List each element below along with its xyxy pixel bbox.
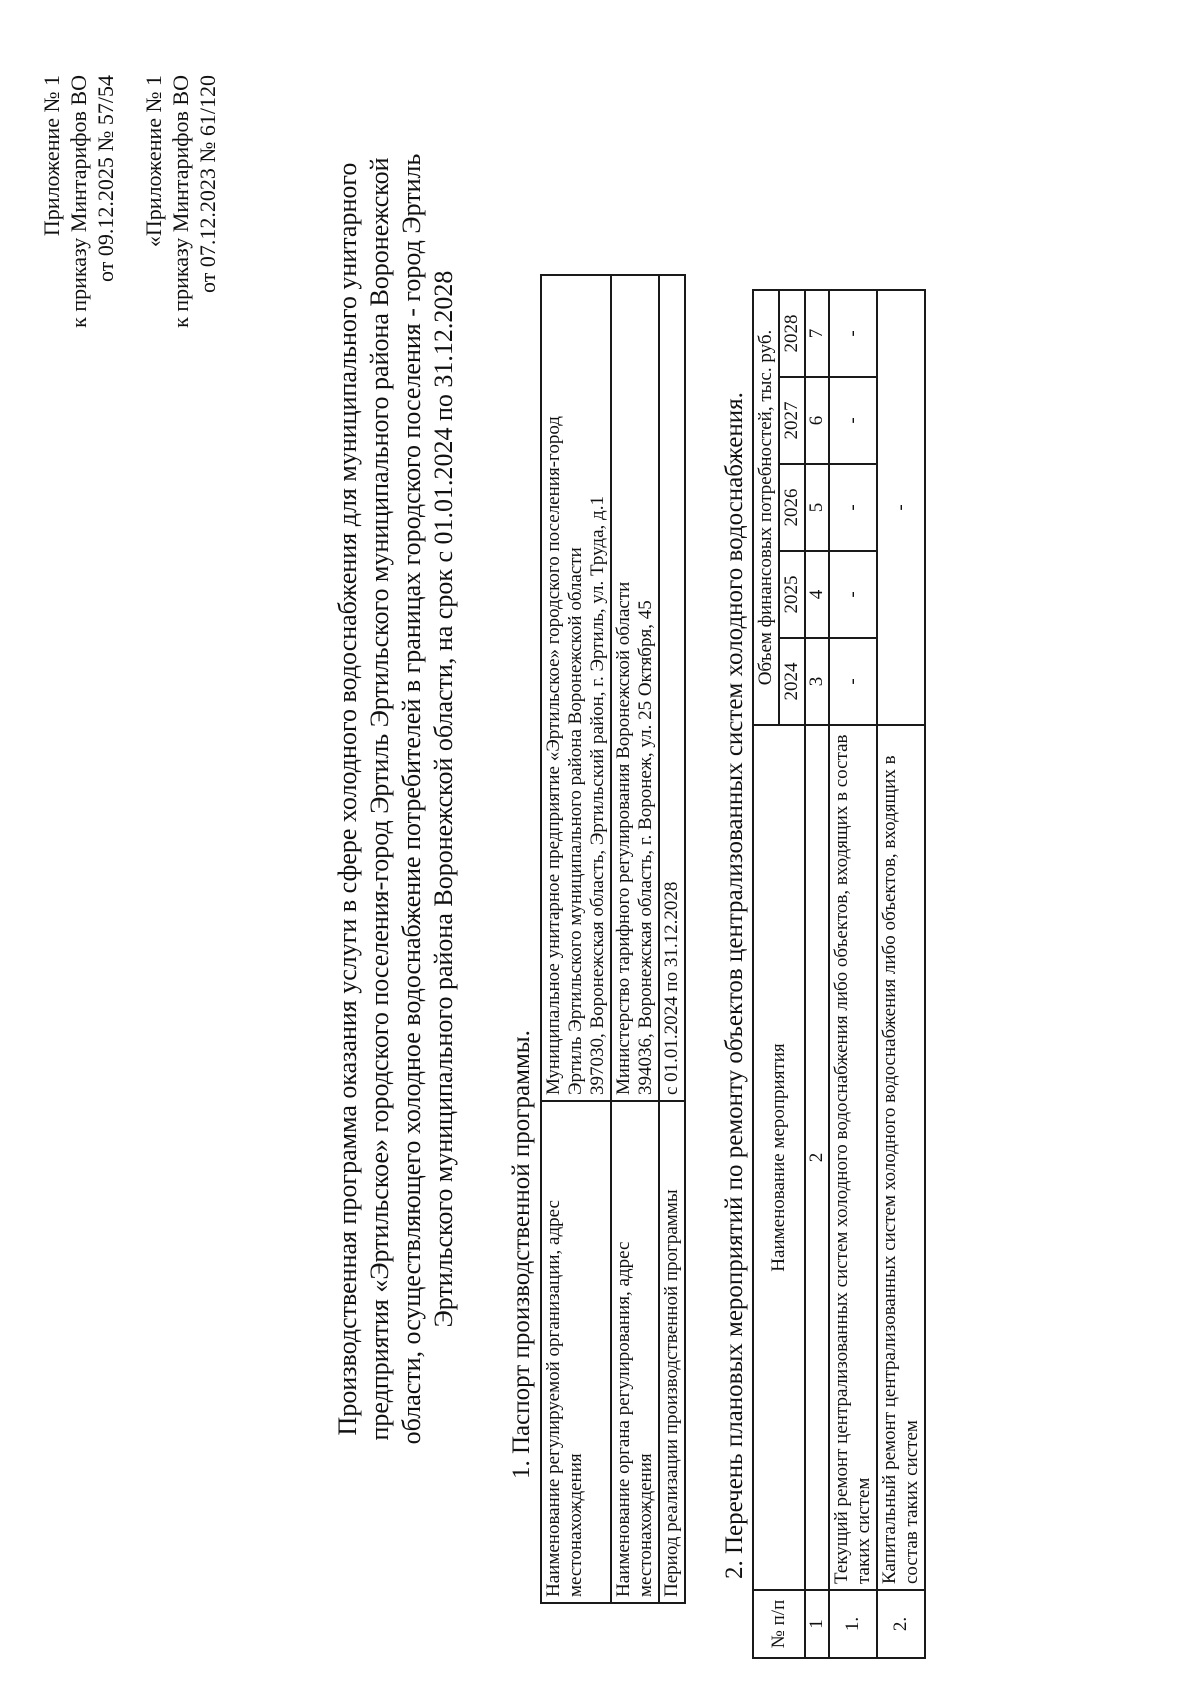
row-number: 2. bbox=[877, 1590, 925, 1658]
header-line: к приказу Минтарифов ВО bbox=[168, 75, 193, 328]
table-row bbox=[611, 275, 659, 1603]
column-index: 3 bbox=[805, 638, 829, 725]
column-index: 1 bbox=[805, 1590, 829, 1658]
row-value bbox=[611, 275, 659, 1101]
column-header-volume: Объем финансовых потребностей, тыс. руб. bbox=[753, 290, 779, 725]
row-label: Наименование органа регулирования, адрес местонахождения bbox=[611, 1101, 659, 1603]
column-header-year: 2026 bbox=[779, 464, 805, 551]
title-line: Производственная программа оказания услуги в сфере холодного водоснабжения для муниципального унитарного bbox=[333, 162, 362, 1436]
column-header-year: 2024 bbox=[779, 638, 805, 725]
value-line: Муниципальное унитарное предприятие «Эртильское» городского поселения-город bbox=[543, 416, 564, 1095]
row-value bbox=[541, 275, 611, 1101]
table-row bbox=[659, 275, 685, 1603]
column-index: 5 bbox=[805, 464, 829, 551]
row-number: 1. bbox=[829, 1590, 877, 1658]
title-line: области, осуществляющего холодное водоснабжение потребителей в границах городского поселения - город Эртиль bbox=[397, 153, 426, 1445]
column-index: 4 bbox=[805, 551, 829, 638]
order-header-previous bbox=[140, 75, 221, 328]
header-line: от 09.12.2025 № 57/54 bbox=[93, 75, 118, 282]
column-index-row bbox=[805, 290, 829, 1658]
measure-name: Капитальный ремонт централизованных систем холодного водоснабжения либо объектов, входящих в состав таких систем bbox=[877, 725, 925, 1590]
column-header-name: Наименование мероприятия bbox=[753, 725, 805, 1590]
measure-value: - bbox=[829, 551, 877, 638]
column-header-year: 2025 bbox=[779, 551, 805, 638]
value-line: 397030, Воронежская область, Эртильский район, г. Эртиль, ул. Труда, д.1 bbox=[587, 496, 608, 1095]
document-title bbox=[332, 149, 460, 1449]
title-line: Эртильского муниципального района Воронежской области, на срок с 01.01.2024 по 31.12.2028 bbox=[429, 270, 458, 1328]
row-label: Период реализации производственной программы bbox=[659, 1101, 685, 1603]
measure-value: - bbox=[829, 638, 877, 725]
value-line: 394036, Воронежская область, г. Воронеж, ул. 25 Октября, 45 bbox=[635, 600, 656, 1095]
row-label: Наименование регулируемой организации, адрес местонахождения bbox=[541, 1101, 611, 1603]
section-heading-passport: 1. Паспорт производственной программы. bbox=[508, 1030, 535, 1479]
column-header-year: 2028 bbox=[779, 290, 805, 377]
column-header-number: № п/п bbox=[753, 1590, 805, 1658]
value-line: Эртиль Эртильского муниципального района Воронежской области bbox=[565, 547, 586, 1095]
passport-table bbox=[540, 274, 686, 1604]
header-line: Приложение № 1 bbox=[39, 75, 64, 237]
column-index: 7 bbox=[805, 290, 829, 377]
table-row bbox=[829, 290, 877, 1658]
order-header-current bbox=[38, 75, 119, 328]
title-line: предприятия «Эртильское» городского поселения-город Эртиль Эртильского муниципального района Воронежской bbox=[365, 157, 394, 1441]
column-header-year: 2027 bbox=[779, 377, 805, 464]
table-row bbox=[877, 290, 925, 1658]
header-line: «Приложение № 1 bbox=[141, 75, 166, 248]
measure-value: - bbox=[829, 464, 877, 551]
header-line: к приказу Минтарифов ВО bbox=[66, 75, 91, 328]
table-header-row bbox=[753, 290, 779, 1658]
measure-value: - bbox=[829, 377, 877, 464]
row-value bbox=[659, 275, 685, 1101]
column-index: 6 bbox=[805, 377, 829, 464]
value-line: Министерство тарифного регулирования Воронежской области bbox=[613, 581, 634, 1095]
measure-value: - bbox=[829, 290, 877, 377]
measure-name: Текущий ремонт централизованных систем холодного водоснабжения либо объектов, входящих в состав таких систем bbox=[829, 725, 877, 1590]
table-row bbox=[541, 275, 611, 1603]
section-heading-measures: 2. Перечень плановых мероприятий по ремонту объектов централизованных систем холодного водоснабжения. bbox=[721, 392, 748, 1579]
column-index: 2 bbox=[805, 725, 829, 1590]
header-line: от 07.12.2023 № 61/120 bbox=[195, 75, 220, 293]
measure-value-merged: - bbox=[877, 290, 925, 725]
measures-table bbox=[752, 289, 926, 1659]
value-line: с 01.01.2024 по 31.12.2028 bbox=[661, 881, 682, 1095]
